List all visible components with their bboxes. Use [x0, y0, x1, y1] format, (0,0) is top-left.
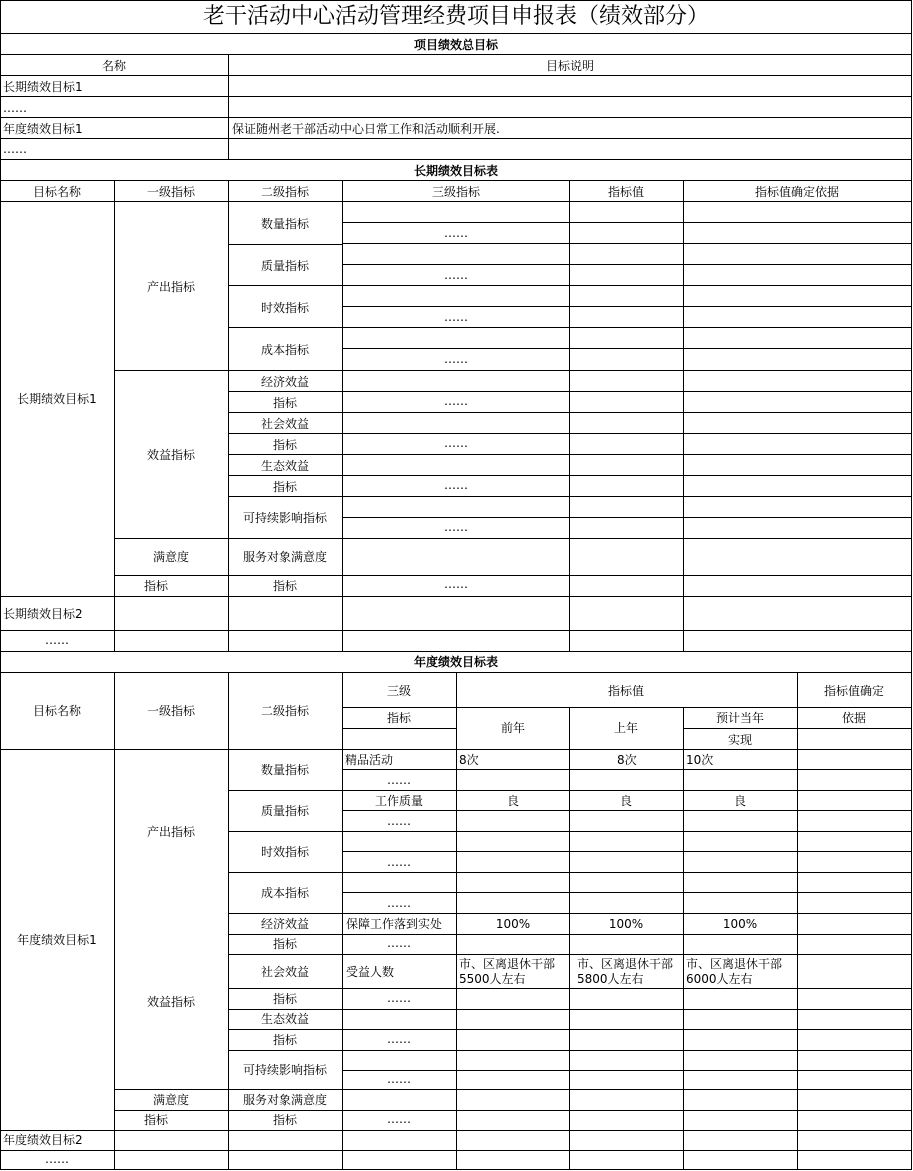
- an-dots: ……: [387, 896, 411, 910]
- an-goal1: 年度绩效目标1: [17, 933, 97, 947]
- lt-col-l2: 二级指标: [260, 185, 310, 199]
- an-col-l1: 一级指标: [146, 704, 196, 718]
- lt-col-l1: 一级指标: [146, 185, 196, 199]
- overall-col-desc: 目标说明: [545, 59, 595, 73]
- overall-row-name: 长期绩效目标1: [3, 80, 83, 94]
- overall-row-name: ……: [3, 142, 27, 156]
- lt-index: 指标: [272, 438, 298, 452]
- lt-econ: 经济效益: [260, 375, 310, 389]
- lt-index: 指标: [272, 480, 298, 494]
- an-output: 产出指标: [146, 825, 196, 839]
- an-dots: ……: [45, 1152, 69, 1166]
- lt-col-goal: 目标名称: [32, 185, 82, 199]
- lt-index: 指标: [272, 396, 298, 410]
- an-col-prev2: 前年: [500, 721, 526, 735]
- lt-social: 社会效益: [260, 417, 310, 431]
- lt-timeliness: 时效指标: [260, 301, 310, 315]
- an-dots: ……: [387, 1112, 411, 1126]
- lt-dots: ……: [444, 436, 468, 450]
- an-col-l3a: 三级: [386, 684, 412, 698]
- lt-col-l3: 三级指标: [431, 185, 481, 199]
- lt-dots: ……: [444, 226, 468, 240]
- lt-output: 产出指标: [146, 280, 196, 294]
- lt-dots: ……: [444, 520, 468, 534]
- an-col-value: 指标值: [607, 684, 645, 698]
- overall-row-name: ……: [3, 101, 27, 115]
- an-dots: ……: [387, 1072, 411, 1086]
- an-econ-prev1: 100%: [608, 917, 644, 931]
- an-index: 指标: [143, 1113, 169, 1127]
- an-dots: ……: [387, 936, 411, 950]
- an-social-name: 受益人数: [346, 965, 395, 979]
- an-quantity: 数量指标: [260, 763, 310, 777]
- an-benefit: 效益指标: [146, 995, 196, 1009]
- long-term-header: 长期绩效目标表: [413, 164, 499, 178]
- an-social-prev1: 市、区离退休干部5800人左右: [577, 957, 674, 986]
- an-activity-prev1: 8次: [617, 753, 637, 767]
- lt-cost: 成本指标: [260, 343, 310, 357]
- overall-row-name: 年度绩效目标1: [3, 122, 83, 136]
- overall-row-desc: 保证随州老干部活动中心日常工作和活动顺利开展.: [232, 122, 500, 136]
- an-activity-prev2: 8次: [459, 753, 479, 767]
- an-sustain: 可持续影响指标: [242, 1063, 328, 1077]
- an-service-sat: 服务对象满意度: [242, 1093, 328, 1107]
- an-eco: 生态效益: [260, 1012, 310, 1026]
- an-dots: ……: [387, 991, 411, 1005]
- an-col-l2: 二级指标: [260, 704, 310, 718]
- an-goal2: 年度绩效目标2: [3, 1133, 83, 1147]
- overall-header: 项目绩效总目标: [413, 38, 499, 52]
- an-econ: 经济效益: [260, 917, 310, 931]
- lt-index: 指标: [272, 579, 298, 593]
- lt-index: 指标: [143, 579, 169, 593]
- an-quality-prev1: 良: [619, 794, 633, 808]
- lt-dots: ……: [444, 577, 468, 591]
- an-quality: 质量指标: [260, 804, 310, 818]
- an-social: 社会效益: [260, 965, 310, 979]
- lt-col-basis: 指标值确定依据: [754, 185, 840, 199]
- an-econ-name: 保障工作落到实处: [346, 917, 443, 931]
- an-col-basis-b: 依据: [841, 711, 867, 725]
- lt-benefit: 效益指标: [146, 448, 196, 462]
- lt-dots: ……: [444, 268, 468, 282]
- lt-goal1: 长期绩效目标1: [17, 392, 97, 406]
- an-quality-prev2: 良: [506, 794, 520, 808]
- lt-dots: ……: [444, 310, 468, 324]
- an-index: 指标: [272, 1033, 298, 1047]
- annual-header: 年度绩效目标表: [413, 655, 499, 669]
- page-title: 老干活动中心活动管理经费项目申报表（绩效部分）: [202, 4, 710, 29]
- an-dots: ……: [387, 1032, 411, 1046]
- an-col-cur-a: 预计当年: [715, 711, 765, 725]
- an-econ-cur: 100%: [722, 917, 758, 931]
- an-social-cur: 市、区离退休干部6000人左右: [686, 957, 783, 986]
- lt-col-value: 指标值: [607, 185, 645, 199]
- lt-dots: ……: [444, 394, 468, 408]
- an-col-cur-b: 实现: [727, 733, 753, 747]
- an-econ-prev2: 100%: [495, 917, 531, 931]
- lt-dots: ……: [444, 352, 468, 366]
- an-dots: ……: [387, 814, 411, 828]
- overall-col-name: 名称: [101, 59, 127, 73]
- an-dots: ……: [387, 855, 411, 869]
- an-col-l3b: 指标: [386, 711, 412, 725]
- lt-dots: ……: [444, 478, 468, 492]
- an-activity-name: 精品活动: [345, 753, 394, 767]
- lt-satisfaction: 满意度: [152, 550, 190, 564]
- an-index: 指标: [272, 992, 298, 1006]
- an-col-goal: 目标名称: [32, 704, 82, 718]
- an-col-prev1: 上年: [613, 721, 639, 735]
- an-timeliness: 时效指标: [260, 845, 310, 859]
- an-social-prev2: 市、区离退休干部5500人左右: [459, 957, 556, 986]
- lt-quantity: 数量指标: [260, 217, 310, 231]
- lt-dots: ……: [45, 633, 69, 647]
- an-index: 指标: [272, 1113, 298, 1127]
- lt-sustain: 可持续影响指标: [242, 511, 328, 525]
- lt-goal2: 长期绩效目标2: [3, 607, 83, 621]
- an-quality-name: 工作质量: [374, 794, 424, 808]
- an-quality-cur: 良: [733, 794, 747, 808]
- an-col-basis-a: 指标值确定: [823, 684, 885, 698]
- lt-quality: 质量指标: [260, 259, 310, 273]
- an-dots: ……: [387, 773, 411, 787]
- lt-service-sat: 服务对象满意度: [242, 550, 328, 564]
- an-satisfaction: 满意度: [152, 1093, 190, 1107]
- an-index: 指标: [272, 937, 298, 951]
- lt-eco: 生态效益: [260, 459, 310, 473]
- an-activity-cur: 10次: [686, 753, 714, 767]
- an-cost: 成本指标: [260, 886, 310, 900]
